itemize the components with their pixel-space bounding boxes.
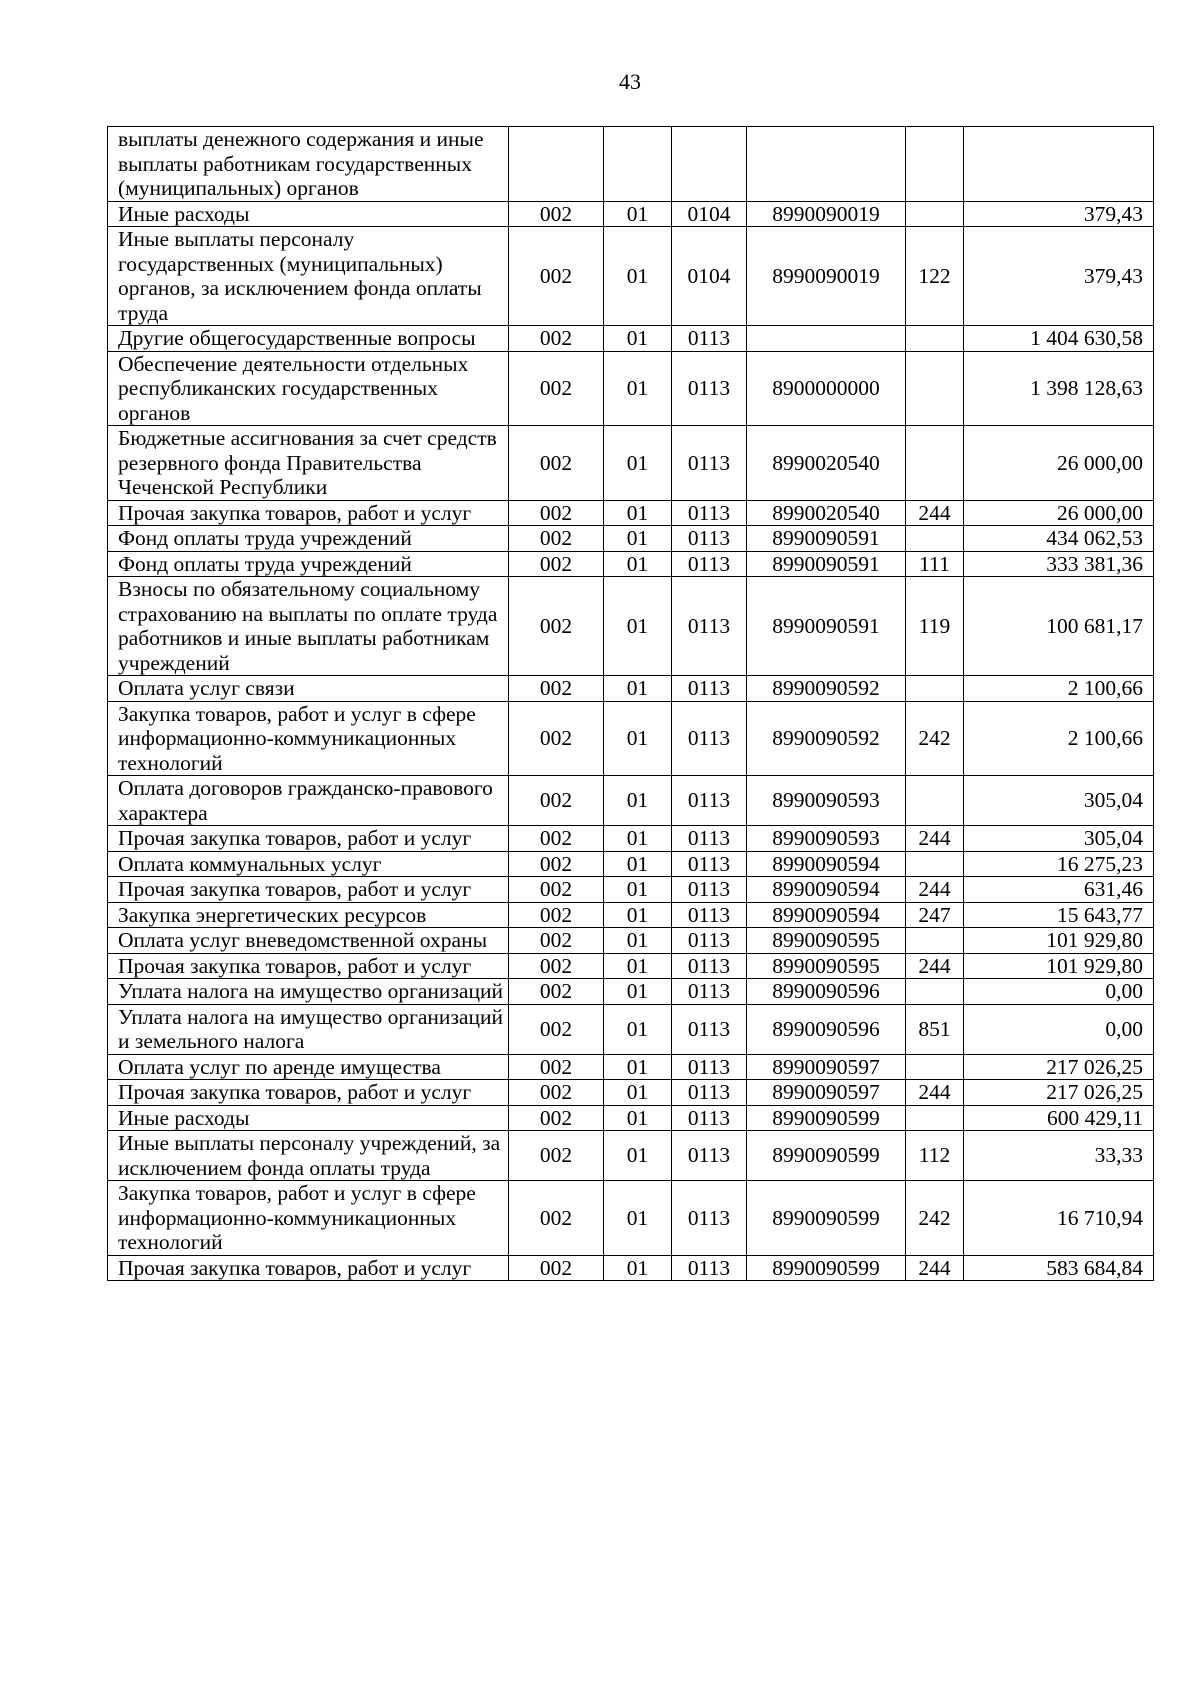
expense-type-cell: 244	[906, 826, 964, 852]
ministry-code-cell: 002	[509, 577, 604, 676]
target-article-cell: 8990090591	[747, 551, 906, 577]
target-article-cell: 8990090592	[747, 676, 906, 702]
amount-cell: 217 026,25	[964, 1080, 1154, 1106]
expense-name-cell: Иные выплаты персоналу государственных (муниципальных) органов, за исключением фонда оплаты труда	[108, 227, 509, 326]
ministry-code-cell: 002	[509, 326, 604, 352]
amount-cell: 101 929,80	[964, 928, 1154, 954]
ministry-code-cell: 002	[509, 426, 604, 501]
target-article-cell: 8990090597	[747, 1054, 906, 1080]
expense-name-cell: Прочая закупка товаров, работ и услуг	[108, 877, 509, 903]
subsection-code-cell: 0113	[672, 953, 747, 979]
subsection-code-cell: 0113	[672, 1131, 747, 1181]
section-code-cell: 01	[604, 851, 672, 877]
expense-name-cell: Прочая закупка товаров, работ и услуг	[108, 826, 509, 852]
ministry-code-cell: 002	[509, 500, 604, 526]
subsection-code-cell: 0113	[672, 526, 747, 552]
expense-type-cell	[906, 326, 964, 352]
expense-type-cell	[906, 979, 964, 1005]
subsection-code-cell: 0113	[672, 826, 747, 852]
section-code-cell: 01	[604, 500, 672, 526]
ministry-code-cell: 002	[509, 1105, 604, 1131]
subsection-code-cell: 0104	[672, 227, 747, 326]
expense-type-cell: 244	[906, 877, 964, 903]
table-row	[108, 1181, 1154, 1256]
expense-type-cell	[906, 351, 964, 426]
section-code-cell: 01	[604, 1131, 672, 1181]
expense-type-cell: 851	[906, 1004, 964, 1054]
expense-name-cell: Уплата налога на имущество организаций и земельного налога	[108, 1004, 509, 1054]
table-row	[108, 676, 1154, 702]
table-row	[108, 227, 1154, 326]
table-row	[108, 526, 1154, 552]
amount-cell: 16 710,94	[964, 1181, 1154, 1256]
section-code-cell: 01	[604, 902, 672, 928]
page-number: 43	[619, 69, 641, 94]
subsection-code-cell: 0113	[672, 551, 747, 577]
amount-cell: 1 398 128,63	[964, 351, 1154, 426]
expense-name-cell: Оплата услуг связи	[108, 676, 509, 702]
amount-cell: 2 100,66	[964, 701, 1154, 776]
table-row	[108, 826, 1154, 852]
target-article-cell: 8990090599	[747, 1255, 906, 1281]
ministry-code-cell: 002	[509, 928, 604, 954]
expense-name-cell: Прочая закупка товаров, работ и услуг	[108, 1255, 509, 1281]
target-article-cell: 8990090595	[747, 953, 906, 979]
target-article-cell: 8990090595	[747, 928, 906, 954]
ministry-code-cell: 002	[509, 877, 604, 903]
subsection-code-cell: 0113	[672, 851, 747, 877]
section-code-cell: 01	[604, 201, 672, 227]
subsection-code-cell: 0104	[672, 201, 747, 227]
expense-name-cell: Закупка энергетических ресурсов	[108, 902, 509, 928]
table-row	[108, 979, 1154, 1005]
expense-type-cell: 244	[906, 500, 964, 526]
table-row	[108, 953, 1154, 979]
expense-type-cell: 242	[906, 701, 964, 776]
expense-type-cell: 247	[906, 902, 964, 928]
section-code-cell: 01	[604, 701, 672, 776]
expense-type-cell	[906, 201, 964, 227]
table-row	[108, 1255, 1154, 1281]
target-article-cell: 8990090596	[747, 979, 906, 1005]
expense-type-cell: 111	[906, 551, 964, 577]
ministry-code-cell	[509, 127, 604, 202]
section-code-cell: 01	[604, 227, 672, 326]
ministry-code-cell: 002	[509, 1131, 604, 1181]
expense-type-cell: 244	[906, 1080, 964, 1106]
expense-name-cell: Другие общегосударственные вопросы	[108, 326, 509, 352]
expense-type-cell: 244	[906, 1255, 964, 1281]
expense-name-cell: Бюджетные ассигнования за счет средств резервного фонда Правительства Чеченской Республики	[108, 426, 509, 501]
target-article-cell: 8990090019	[747, 201, 906, 227]
ministry-code-cell: 002	[509, 676, 604, 702]
ministry-code-cell: 002	[509, 851, 604, 877]
amount-cell: 33,33	[964, 1131, 1154, 1181]
expense-type-cell	[906, 526, 964, 552]
expense-type-cell	[906, 851, 964, 877]
expense-type-cell	[906, 776, 964, 826]
section-code-cell: 01	[604, 551, 672, 577]
section-code-cell: 01	[604, 577, 672, 676]
subsection-code-cell: 0113	[672, 701, 747, 776]
expense-name-cell: Закупка товаров, работ и услуг в сфере информационно-коммуникационных технологий	[108, 701, 509, 776]
subsection-code-cell: 0113	[672, 1255, 747, 1281]
section-code-cell: 01	[604, 426, 672, 501]
ministry-code-cell: 002	[509, 1004, 604, 1054]
section-code-cell: 01	[604, 1080, 672, 1106]
ministry-code-cell: 002	[509, 351, 604, 426]
expense-type-cell: 122	[906, 227, 964, 326]
expense-name-cell: Иные выплаты персоналу учреждений, за исключением фонда оплаты труда	[108, 1131, 509, 1181]
section-code-cell: 01	[604, 928, 672, 954]
subsection-code-cell: 0113	[672, 877, 747, 903]
table-row	[108, 1105, 1154, 1131]
amount-cell: 26 000,00	[964, 426, 1154, 501]
expense-type-cell	[906, 676, 964, 702]
expense-name-cell: Прочая закупка товаров, работ и услуг	[108, 953, 509, 979]
target-article-cell: 8990020540	[747, 426, 906, 501]
target-article-cell: 8990090593	[747, 826, 906, 852]
section-code-cell: 01	[604, 1105, 672, 1131]
ministry-code-cell: 002	[509, 1181, 604, 1256]
subsection-code-cell: 0113	[672, 500, 747, 526]
table-row	[108, 326, 1154, 352]
section-code-cell: 01	[604, 1181, 672, 1256]
table-row	[108, 701, 1154, 776]
table-row	[108, 577, 1154, 676]
ministry-code-cell: 002	[509, 953, 604, 979]
table-row	[108, 1054, 1154, 1080]
table-row	[108, 426, 1154, 501]
target-article-cell	[747, 127, 906, 202]
subsection-code-cell: 0113	[672, 676, 747, 702]
budget-table-body	[108, 127, 1154, 1281]
table-row	[108, 776, 1154, 826]
target-article-cell: 8990090592	[747, 701, 906, 776]
amount-cell	[964, 127, 1154, 202]
amount-cell: 1 404 630,58	[964, 326, 1154, 352]
expense-type-cell: 242	[906, 1181, 964, 1256]
amount-cell: 101 929,80	[964, 953, 1154, 979]
expense-type-cell: 112	[906, 1131, 964, 1181]
target-article-cell: 8990090594	[747, 851, 906, 877]
target-article-cell: 8990090596	[747, 1004, 906, 1054]
target-article-cell: 8900000000	[747, 351, 906, 426]
subsection-code-cell: 0113	[672, 1054, 747, 1080]
amount-cell: 15 643,77	[964, 902, 1154, 928]
ministry-code-cell: 002	[509, 1255, 604, 1281]
amount-cell: 305,04	[964, 776, 1154, 826]
expense-name-cell: Оплата коммунальных услуг	[108, 851, 509, 877]
ministry-code-cell: 002	[509, 826, 604, 852]
amount-cell: 631,46	[964, 877, 1154, 903]
table-row	[108, 877, 1154, 903]
expense-type-cell: 119	[906, 577, 964, 676]
amount-cell: 16 275,23	[964, 851, 1154, 877]
table-row	[108, 351, 1154, 426]
subsection-code-cell: 0113	[672, 776, 747, 826]
target-article-cell: 8990020540	[747, 500, 906, 526]
subsection-code-cell: 0113	[672, 1181, 747, 1256]
expense-name-cell: Фонд оплаты труда учреждений	[108, 551, 509, 577]
subsection-code-cell: 0113	[672, 577, 747, 676]
target-article-cell	[747, 326, 906, 352]
expense-name-cell: Оплата услуг по аренде имущества	[108, 1054, 509, 1080]
section-code-cell: 01	[604, 526, 672, 552]
budget-table	[107, 126, 1154, 1281]
expense-name-cell: Иные расходы	[108, 1105, 509, 1131]
subsection-code-cell: 0113	[672, 902, 747, 928]
amount-cell: 100 681,17	[964, 577, 1154, 676]
target-article-cell: 8990090594	[747, 902, 906, 928]
ministry-code-cell: 002	[509, 979, 604, 1005]
section-code-cell: 01	[604, 1004, 672, 1054]
ministry-code-cell: 002	[509, 551, 604, 577]
amount-cell: 379,43	[964, 201, 1154, 227]
expense-name-cell: Закупка товаров, работ и услуг в сфере информационно-коммуникационных технологий	[108, 1181, 509, 1256]
amount-cell: 583 684,84	[964, 1255, 1154, 1281]
target-article-cell: 8990090593	[747, 776, 906, 826]
amount-cell: 2 100,66	[964, 676, 1154, 702]
section-code-cell: 01	[604, 1255, 672, 1281]
section-code-cell: 01	[604, 877, 672, 903]
subsection-code-cell: 0113	[672, 1105, 747, 1131]
table-row	[108, 1080, 1154, 1106]
amount-cell: 0,00	[964, 1004, 1154, 1054]
section-code-cell: 01	[604, 351, 672, 426]
subsection-code-cell: 0113	[672, 1080, 747, 1106]
target-article-cell: 8990090599	[747, 1105, 906, 1131]
table-row	[108, 201, 1154, 227]
subsection-code-cell: 0113	[672, 928, 747, 954]
expense-type-cell	[906, 1105, 964, 1131]
ministry-code-cell: 002	[509, 902, 604, 928]
amount-cell: 379,43	[964, 227, 1154, 326]
target-article-cell: 8990090594	[747, 877, 906, 903]
expense-type-cell	[906, 127, 964, 202]
expense-name-cell: Оплата услуг вневедомственной охраны	[108, 928, 509, 954]
expense-name-cell: Иные расходы	[108, 201, 509, 227]
subsection-code-cell: 0113	[672, 426, 747, 501]
target-article-cell: 8990090591	[747, 526, 906, 552]
amount-cell: 26 000,00	[964, 500, 1154, 526]
ministry-code-cell: 002	[509, 201, 604, 227]
subsection-code-cell: 0113	[672, 1004, 747, 1054]
section-code-cell: 01	[604, 979, 672, 1005]
expense-name-cell: Взносы по обязательному социальному страхованию на выплаты по оплате труда работников и иные выплаты работникам учреждений	[108, 577, 509, 676]
subsection-code-cell: 0113	[672, 326, 747, 352]
ministry-code-cell: 002	[509, 1080, 604, 1106]
table-row	[108, 902, 1154, 928]
ministry-code-cell: 002	[509, 701, 604, 776]
ministry-code-cell: 002	[509, 227, 604, 326]
target-article-cell: 8990090597	[747, 1080, 906, 1106]
subsection-code-cell	[672, 127, 747, 202]
target-article-cell: 8990090019	[747, 227, 906, 326]
amount-cell: 434 062,53	[964, 526, 1154, 552]
section-code-cell: 01	[604, 953, 672, 979]
expense-name-cell: Прочая закупка товаров, работ и услуг	[108, 500, 509, 526]
expense-type-cell	[906, 1054, 964, 1080]
expense-type-cell	[906, 426, 964, 501]
table-row	[108, 1004, 1154, 1054]
table-row	[108, 851, 1154, 877]
ministry-code-cell: 002	[509, 1054, 604, 1080]
expense-name-cell: Фонд оплаты труда учреждений	[108, 526, 509, 552]
table-row	[108, 127, 1154, 202]
section-code-cell: 01	[604, 326, 672, 352]
amount-cell: 217 026,25	[964, 1054, 1154, 1080]
table-row	[108, 500, 1154, 526]
section-code-cell	[604, 127, 672, 202]
amount-cell: 333 381,36	[964, 551, 1154, 577]
expense-name-cell: выплаты денежного содержания и иные выплаты работникам государственных (муниципальных) органов	[108, 127, 509, 202]
table-row	[108, 1131, 1154, 1181]
subsection-code-cell: 0113	[672, 351, 747, 426]
table-row	[108, 928, 1154, 954]
section-code-cell: 01	[604, 676, 672, 702]
subsection-code-cell: 0113	[672, 979, 747, 1005]
amount-cell: 305,04	[964, 826, 1154, 852]
target-article-cell: 8990090599	[747, 1181, 906, 1256]
expense-type-cell: 244	[906, 953, 964, 979]
target-article-cell: 8990090591	[747, 577, 906, 676]
table-row	[108, 551, 1154, 577]
expense-type-cell	[906, 928, 964, 954]
amount-cell: 600 429,11	[964, 1105, 1154, 1131]
ministry-code-cell: 002	[509, 776, 604, 826]
expense-name-cell: Обеспечение деятельности отдельных республиканских государственных органов	[108, 351, 509, 426]
amount-cell: 0,00	[964, 979, 1154, 1005]
target-article-cell: 8990090599	[747, 1131, 906, 1181]
expense-name-cell: Уплата налога на имущество организаций	[108, 979, 509, 1005]
section-code-cell: 01	[604, 826, 672, 852]
ministry-code-cell: 002	[509, 526, 604, 552]
section-code-cell: 01	[604, 776, 672, 826]
expense-name-cell: Оплата договоров гражданско-правового характера	[108, 776, 509, 826]
expense-name-cell: Прочая закупка товаров, работ и услуг	[108, 1080, 509, 1106]
section-code-cell: 01	[604, 1054, 672, 1080]
